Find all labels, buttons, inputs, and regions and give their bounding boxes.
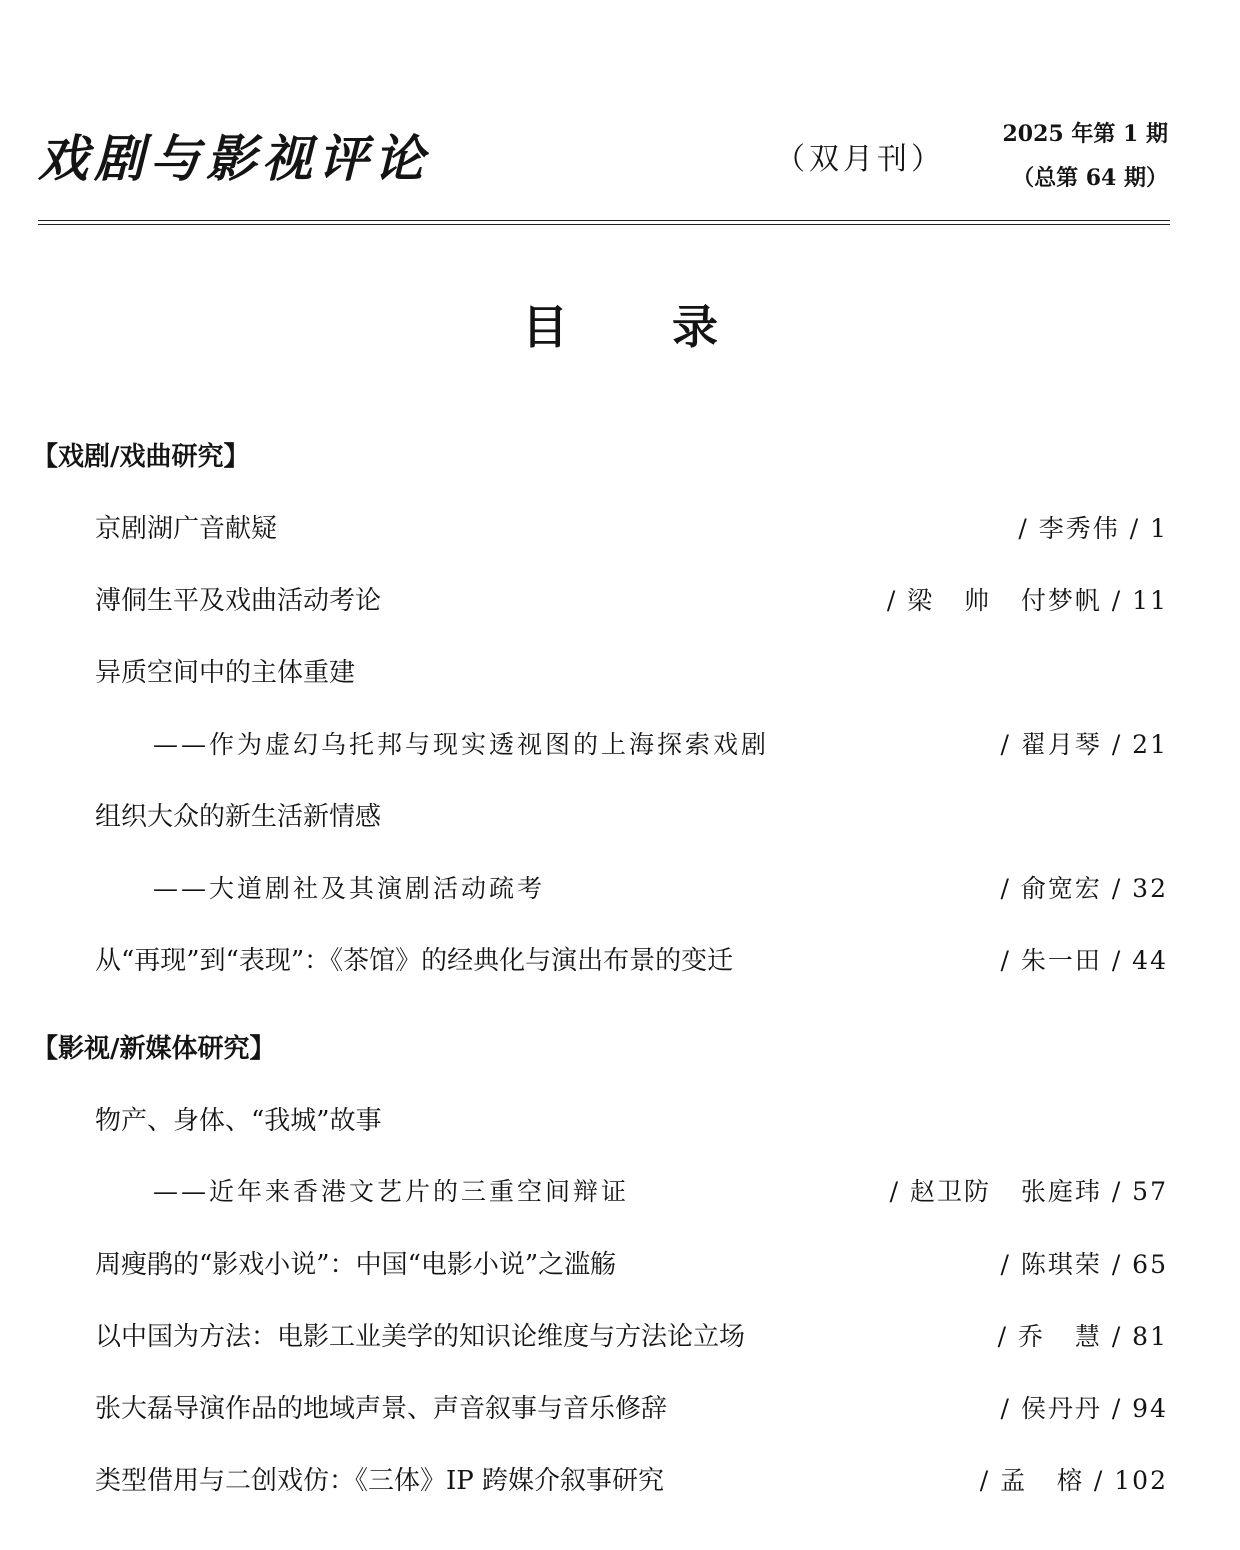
toc-entry[interactable]: [95, 793, 1168, 841]
section-heading-film: 【影视/新媒体研究】: [32, 1034, 276, 1064]
entry-subtitle: ——近年来香港文艺片的三重空间辩证: [153, 1177, 630, 1206]
entry-author-page: / 梁 帅 付梦帆 / 11: [886, 586, 1168, 615]
entry-author-page: / 乔 慧 / 81: [997, 1322, 1168, 1351]
entry-title: 周瘦鹃的“影戏小说”：中国“电影小说”之滥觞: [95, 1250, 617, 1280]
toc-entry-subtitle[interactable]: [95, 1168, 1168, 1216]
toc-entry[interactable]: [95, 1385, 1168, 1433]
toc-entry[interactable]: [95, 1457, 1168, 1505]
entry-title: 张大磊导演作品的地域声景、声音叙事与音乐修辞: [95, 1394, 668, 1424]
entry-author-page: / 俞宽宏 / 32: [1000, 874, 1168, 903]
issue-number: 2025 年第 1 期: [1002, 121, 1168, 147]
entry-title: 以中国为方法：电影工业美学的知识论维度与方法论立场: [95, 1322, 746, 1352]
entry-title: 异质空间中的主体重建: [95, 658, 356, 688]
toc-entry[interactable]: [95, 937, 1168, 985]
toc-entry[interactable]: [95, 1241, 1168, 1289]
entry-title: 类型借用与二创戏仿：《三体》IP 跨媒介叙事研究: [95, 1466, 665, 1496]
publication-frequency: （双月刊）: [775, 142, 945, 177]
toc-entry[interactable]: [95, 1097, 1168, 1145]
entry-author-page: / 孟 榕 / 102: [979, 1466, 1168, 1495]
journal-header: [0, 0, 1240, 240]
entry-title: 溥侗生平及戏曲活动考论: [95, 586, 382, 616]
entry-author-page: / 陈琪荣 / 65: [1000, 1250, 1168, 1279]
total-issue-number: （总第 64 期）: [1012, 165, 1168, 191]
toc-entry[interactable]: [95, 505, 1168, 553]
toc-entry-subtitle[interactable]: [95, 721, 1168, 769]
toc-entry-subtitle[interactable]: [95, 865, 1168, 913]
entry-subtitle: ——大道剧社及其演剧活动疏考: [153, 874, 546, 903]
section-heading-drama: 【戏剧/戏曲研究】: [32, 442, 250, 472]
entry-author-page: / 侯丹丹 / 94: [1000, 1394, 1168, 1423]
entry-author-page: / 赵卫防 张庭玮 / 57: [889, 1177, 1168, 1206]
toc-entry[interactable]: [95, 1313, 1168, 1361]
toc-entry[interactable]: [95, 577, 1168, 625]
entry-author-page: / 李秀伟 / 1: [1018, 514, 1168, 543]
entry-subtitle: ——作为虚幻乌托邦与现实透视图的上海探索戏剧: [153, 730, 770, 759]
issue-info: [1002, 112, 1168, 200]
entry-author-page: / 朱一田 / 44: [1000, 946, 1168, 975]
entry-title: 组织大众的新生活新情感: [95, 802, 382, 832]
header-double-rule: [38, 220, 1170, 225]
entry-title: 物产、身体、“我城”故事: [95, 1106, 382, 1136]
entry-title: 京剧湖广音献疑: [95, 514, 278, 544]
entry-author-page: / 翟月琴 / 21: [1000, 730, 1168, 759]
toc-title: 目录: [522, 300, 822, 354]
toc-entry[interactable]: [95, 649, 1168, 697]
entry-title: 从“再现”到“表现”：《茶馆》的经典化与演出布景的变迁: [95, 946, 734, 976]
journal-title: 戏剧与影视评论: [38, 129, 430, 188]
